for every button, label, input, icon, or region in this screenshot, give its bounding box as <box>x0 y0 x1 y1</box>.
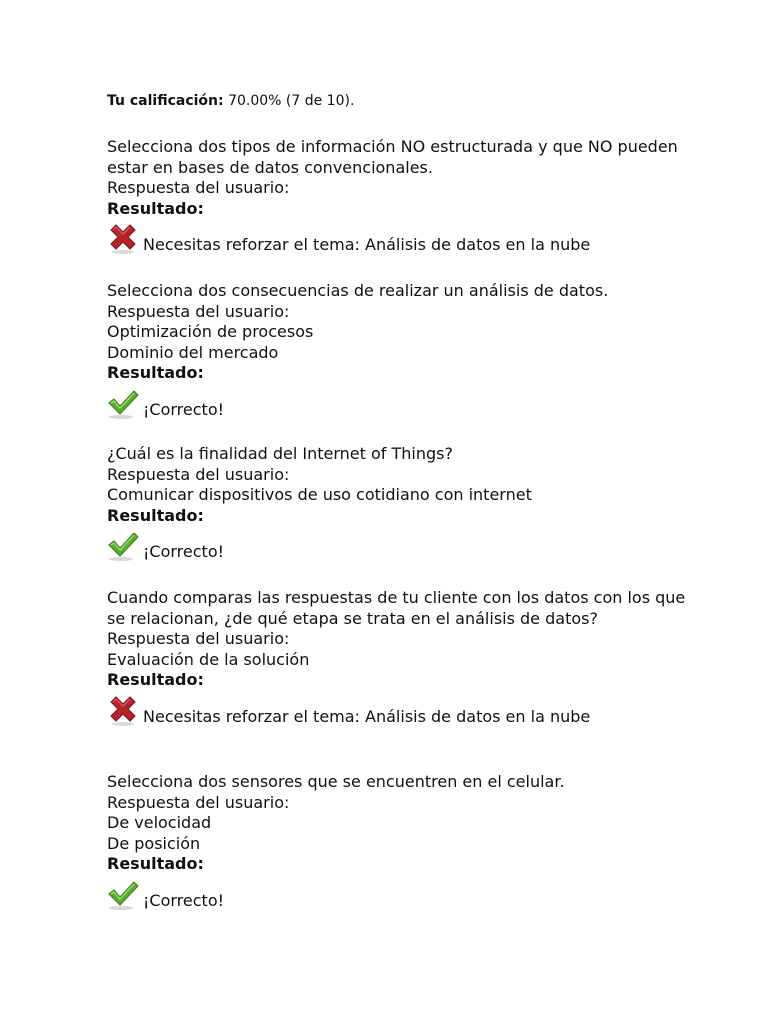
question-block <box>107 281 687 420</box>
question-block <box>107 444 687 562</box>
question-block <box>107 772 687 911</box>
result-outcome <box>107 875 687 911</box>
question-block <box>107 588 687 727</box>
score-value: 70.00% (7 de 10). <box>228 93 355 109</box>
answer-text: Evaluación de la solución <box>107 649 310 669</box>
result-outcome <box>107 526 687 562</box>
feedback-text: Necesitas reforzar el tema: Análisis de datos en la nube <box>143 235 591 254</box>
question-text: Selecciona dos sensores que se encuentren en el celular. <box>107 772 565 791</box>
result-outcome <box>107 691 687 727</box>
result-outcome <box>107 384 687 420</box>
result-label: Resultado: <box>107 198 204 218</box>
cross-icon <box>107 223 139 255</box>
answer-text: De posición <box>107 833 201 853</box>
answer-text: De velocidad <box>107 813 212 832</box>
result-label: Resultado: <box>107 670 204 689</box>
question-text: Cuando comparas las respuestas de tu cliente con los datos con los que se relacionan, ¿de qué etapa se trata en el análisis de datos? <box>107 588 686 628</box>
answer-label: Respuesta del usuario: <box>107 178 290 197</box>
result-label: Resultado: <box>107 505 204 525</box>
check-icon <box>107 530 139 562</box>
check-icon <box>107 879 139 911</box>
answer-text: Optimización de procesos <box>107 322 314 341</box>
answer-text: Dominio del mercado <box>107 342 279 362</box>
feedback-text: ¡Correcto! <box>143 399 225 419</box>
feedback-text: Necesitas reforzar el tema: Análisis de datos en la nube <box>143 706 591 726</box>
result-label: Resultado: <box>107 854 204 873</box>
answer-label: Respuesta del usuario: <box>107 301 290 321</box>
answer-label: Respuesta del usuario: <box>107 792 290 812</box>
feedback-text: ¡Correcto! <box>143 542 225 561</box>
question-block <box>107 137 687 255</box>
question-text: Selecciona dos tipos de información NO estructurada y que NO pueden estar en bases de datos convencionales. <box>107 137 678 177</box>
question-text: Selecciona dos consecuencias de realizar un análisis de datos. <box>107 281 609 300</box>
check-icon <box>107 388 139 420</box>
score-label: Tu calificación: <box>107 93 224 109</box>
question-text: ¿Cuál es la finalidad del Internet of Things? <box>107 444 453 463</box>
score-line <box>107 91 354 111</box>
feedback-text: ¡Correcto! <box>143 890 225 910</box>
answer-label: Respuesta del usuario: <box>107 464 290 484</box>
answer-text: Comunicar dispositivos de uso cotidiano con internet <box>107 485 532 504</box>
answer-label: Respuesta del usuario: <box>107 629 290 648</box>
result-outcome <box>107 219 687 255</box>
result-label: Resultado: <box>107 363 204 382</box>
cross-icon <box>107 695 139 727</box>
